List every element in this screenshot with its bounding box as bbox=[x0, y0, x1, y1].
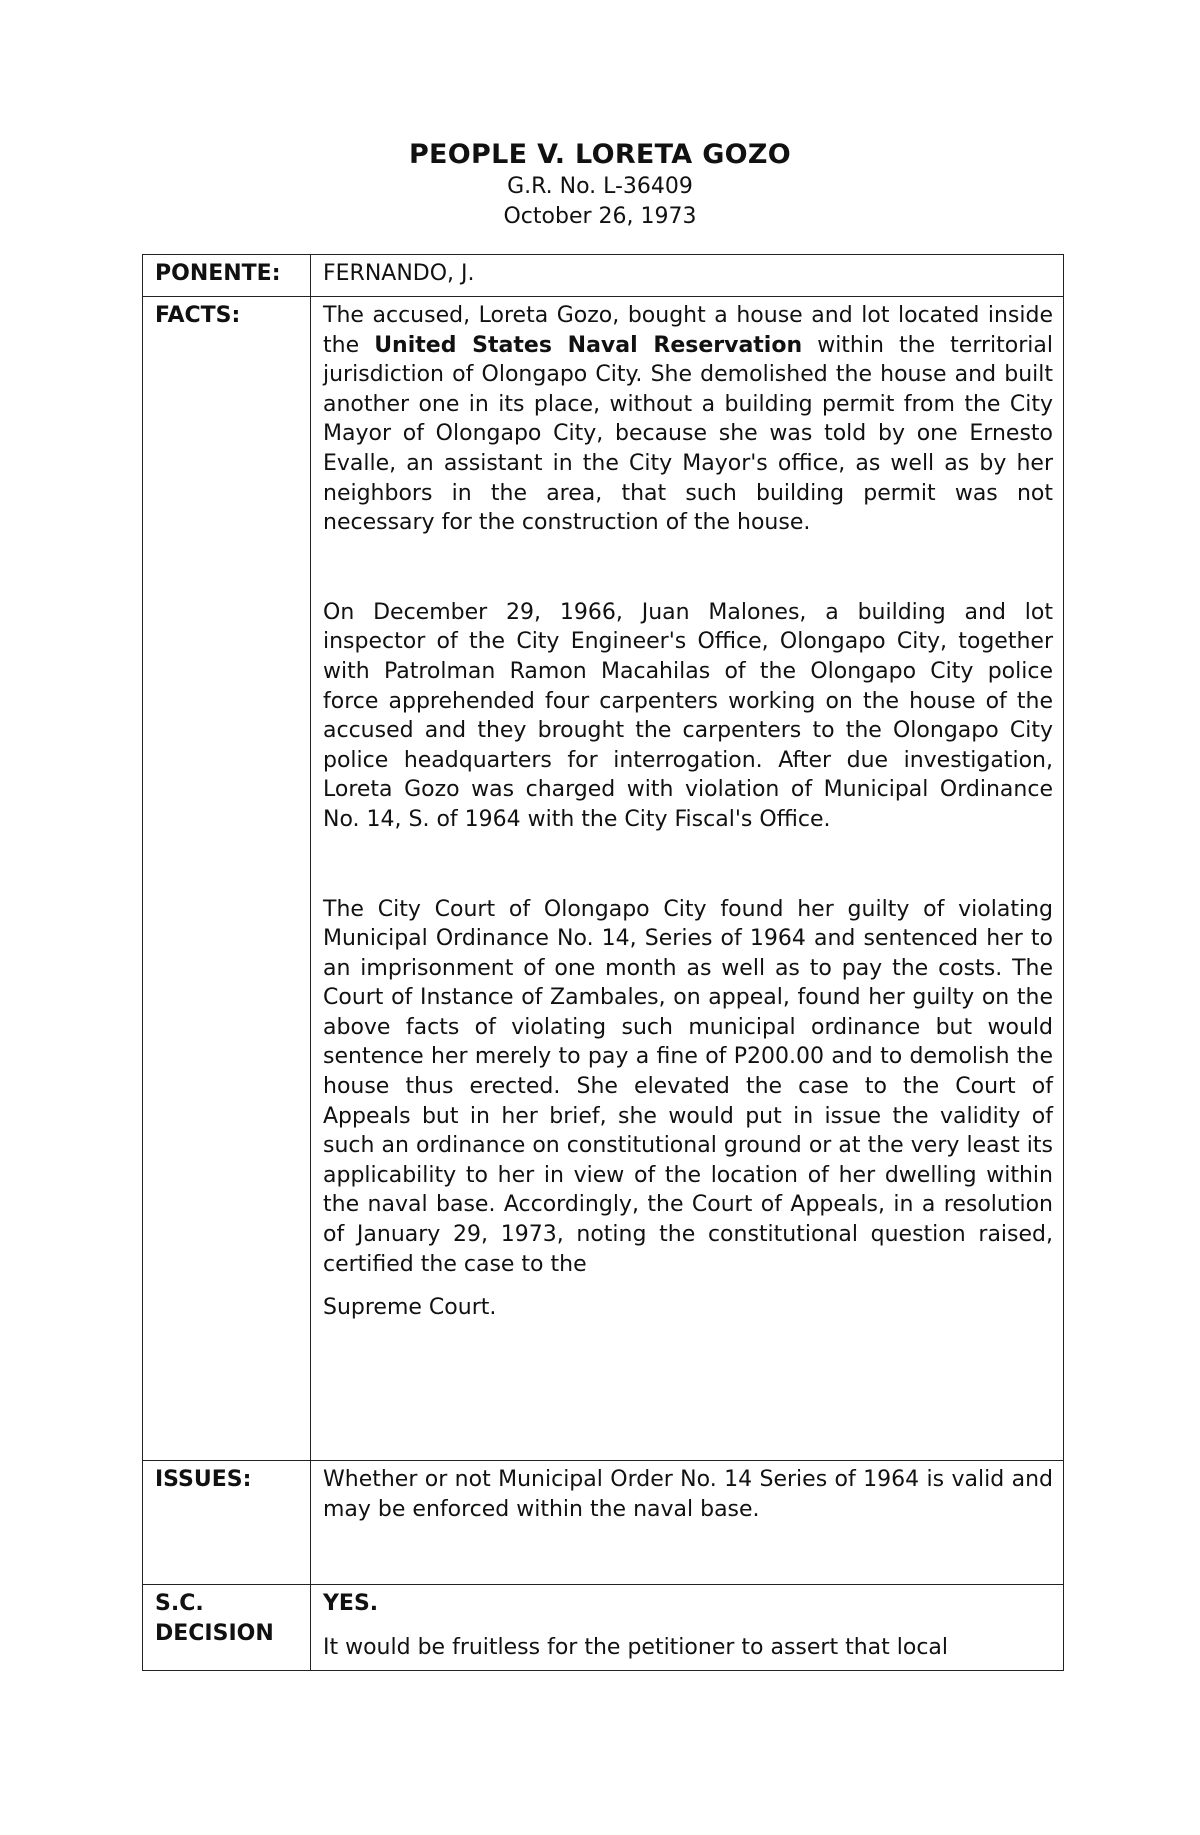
document-header bbox=[0, 138, 1200, 232]
facts-paragraph-1 bbox=[323, 301, 1053, 538]
ponente-label: PONENTE: bbox=[143, 255, 311, 297]
naval-reservation-emphasis: United States Naval Reservation bbox=[374, 332, 803, 358]
decision-label-line-1: S.C. bbox=[155, 1591, 204, 1616]
facts-paragraph-3-tail: Supreme Court. bbox=[323, 1295, 497, 1321]
facts-paragraph-3: The City Court of Olongapo City found her guilty of violating Municipal Ordinance No. 14, Series of 1964 and sentenced her to an imprisonment of one month as well as to pay the costs. The Court of Instance of Zambales, on appeal, found her guilty on the above facts of violating such municipal ordinance but would sentence her merely to pay a fine of P200.00 and to demolish the house thus erected. She elevated the case to the Court of Appeals but in her brief, she would put in issue the validity of such an ordinance on constitutional ground or at the very least its applicability to her in view of the location of her dwelling within the naval base. Accordingly, the Court of Appeals, in a resolution of January 29, 1973, noting the constitutional question raised, certified the case to the bbox=[323, 896, 1053, 1277]
facts-paragraph-2: On December 29, 1966, Juan Malones, a building and lot inspector of the City Engineer's Office, Olongapo City, together with Patrolman Ramon Macahilas of the Olongapo City police force apprehended four carpenters working on the house of the accused and they brought the carpenters to the Olongapo City police headquarters for interrogation. After due investigation, Loreta Gozo was charged with violation of Municipal Ordinance No. 14, S. of 1964 with the City Fiscal's Office. bbox=[323, 599, 1053, 832]
facts-p1-text-continued: within the territorial jurisdiction of Olongapo City. She demolished the house and built another one in its place, without a building permit from the City Mayor of Olongapo City, because she was told by one Ernesto Evalle, an assistant in the City Mayor's office, as well as by her neighbors in the area, that such building permit was not necessary for the construction of the house. bbox=[323, 332, 1053, 536]
decision-verdict: YES. bbox=[323, 1591, 379, 1616]
facts-label: FACTS: bbox=[143, 297, 311, 1461]
gr-number: G.R. No. L-36409 bbox=[507, 174, 693, 199]
case-title: PEOPLE V. LORETA GOZO bbox=[408, 139, 792, 170]
case-digest-table bbox=[142, 254, 1064, 1671]
decision-row bbox=[143, 1585, 1064, 1671]
decision-date: October 26, 1973 bbox=[503, 204, 697, 229]
facts-p1-text: The accused, Loreta Gozo, bought a house and lot located inside the bbox=[323, 303, 1053, 358]
decision-label bbox=[143, 1585, 311, 1671]
decision-content bbox=[311, 1585, 1064, 1671]
facts-row bbox=[143, 297, 1064, 1461]
ponente-row bbox=[143, 255, 1064, 297]
decision-text: It would be fruitless for the petitioner to assert that local bbox=[323, 1634, 949, 1660]
issues-value: Whether or not Municipal Order No. 14 Series of 1964 is valid and may be enforced within the naval base. bbox=[311, 1461, 1064, 1585]
decision-label-line-2: DECISION bbox=[155, 1620, 274, 1646]
facts-content bbox=[311, 297, 1064, 1461]
issues-label: ISSUES: bbox=[143, 1461, 311, 1585]
ponente-value: FERNANDO, J. bbox=[311, 255, 1064, 297]
issues-row bbox=[143, 1461, 1064, 1585]
